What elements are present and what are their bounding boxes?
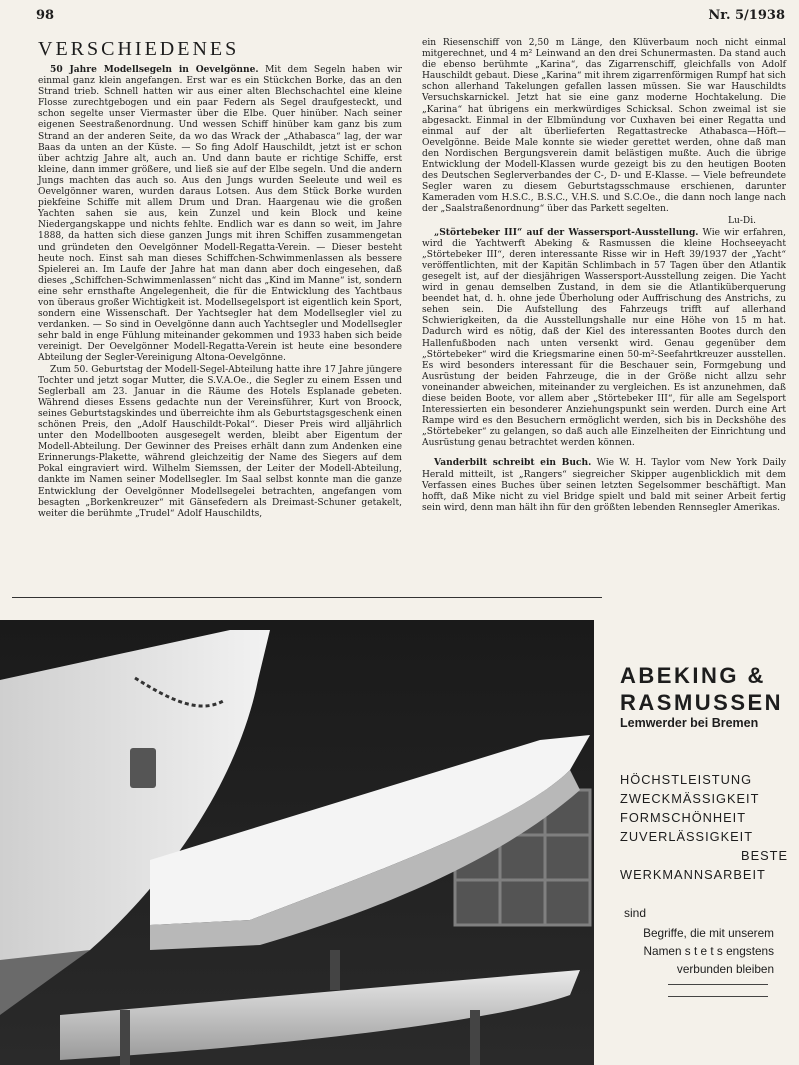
ad-virtue: WERKMANNSARBEIT bbox=[620, 867, 766, 882]
ad-claim bbox=[620, 924, 774, 978]
left-column bbox=[38, 38, 402, 520]
ad-brand bbox=[620, 662, 783, 716]
ad-virtues bbox=[620, 770, 796, 884]
article-heading: 50 Jahre Modellsegeln in Oevelgönne. bbox=[50, 64, 259, 75]
yacht-hulls-photo bbox=[0, 620, 594, 1065]
ad-claim-line: Begriffe, die mit unserem bbox=[643, 926, 774, 940]
right-column bbox=[422, 38, 786, 514]
ad-divider bbox=[668, 996, 768, 997]
issue-number: Nr. 5/1938 bbox=[708, 8, 785, 23]
article-heading: Vanderbilt schreibt ein Buch. bbox=[434, 457, 592, 469]
ad-virtue: ZWECKMÄSSIGKEIT bbox=[620, 791, 760, 806]
article-body-2: Zum 50. Geburtstag der Modell-Segel-Abteilung hatte ihre 17 Jahre jüngere Tochter und jetzt sogar Mutter, die S.V.A.Oe., die Segler zu einem Essen und Seglerball am 23. Januar in die Räume des Hotels Esplanade gebeten. Während dieses Essens gedachte nun der Vereinsführer, Kurt von Broock, seines Geburtstagskindes und überreichte ihm als Geburtstagsgeschenk einen schönen Preis, den „Adolf Hauschildt-Pokal“. Dieser Preis wird allјährlich unter den Modellbooten ausgesegelt werden, bleibt aber Eigentum der Modell-Abteilung. Der Gewinner des Preises erhält dann zum Andenken eine Erinnerungs-Plakette, während gleichzeitig der Name des Siegers auf dem Pokal eingraviert wird. Wilhelm Siemssen, der Leiter der Modell-Abteilung, dankte im Namen seiner Modellsegler. Im Saal selbst konnte man die ganze Entwicklung der Oevelgönner Modellsegelei betrachten, angefangen vom besagten „Borkenkreuzer“ mit Gänsefedern als Dreimast-Schuner getakelt, weiter die berühmte „Trudel“ Adolf Hauschildts, bbox=[38, 364, 402, 519]
page-number: 98 bbox=[36, 8, 55, 23]
article-body: Wie wir erfahren, wird die Yachtwerft Abeking & Rasmussen die kleine Hochseeyacht „Störtebeker III“, deren interessante Risse wir in Heft 39/1937 der „Yacht“ veröffentlichten, mit der Kapitän Schlimbach in 57 Tagen über den Atlantik gesegelt ist, auf der diesjährigen Wassersport-Ausstellung zeigen. Die Yacht wird in genau demselben Zustand, in dem sie die Atlantiküberquerung beendet hat, d. h. ohne jede Überholung oder Auffrischung des Anstrichs, zu sehen sein. Die Aufstellung des Fahrzeugs trifft auf allerhand Schwierigkeiten, da die Ausstellungshalle nur eine Höhe von 15 m hat. Dadurch wird es nötig, daß der Kiel des interessanten Bootes durch den Hallenfußboden nach unten versenkt wird. Genau gegenüber dem „Störtebeker“ wird die Kriegsmarine einen 50-m²-Seefahrtkreuzer ausstellen. Es wird besonders interessant für die Beschauer sein, Formgebung und Ausrüstung der beiden Fahrzeuge, die in der Größe nicht allzu sehr voneinander abweichen, miteinander zu vergleichen. Es ist anzunehmen, daß diese beiden Boote, vor allem aber „Störtebeker III“, für alle am Segelsport Interessierten ein besonderer Anziehungspunkt sein werden. Durch eine Art Rampe wird es den Besuchern ermöglicht werden, sich bis in Deckshöhe des „Störtebeker“ zu gelangen, so daß auch alle Einzelheiten der Einrichtung und Ausrüstung genau betrachtet werden können. bbox=[422, 227, 786, 449]
divider-rule bbox=[12, 597, 602, 598]
section-title: VERSCHIEDENES bbox=[38, 38, 240, 60]
ad-claim-line: verbunden bleiben bbox=[676, 962, 774, 976]
ad-brand-line2: RASMUSSEN bbox=[620, 690, 784, 715]
article-vanderbilt bbox=[422, 457, 786, 513]
ad-virtue: FORMSCHÖNHEIT bbox=[620, 810, 747, 825]
article-body: Mit dem Segeln haben wir einmal ganz klein angefangen. Erst war es ein Stückchen Borke, das an den Strand trieb. Schnell hatten wir aus einer alten Blechschachtel eine kleine Flosse zurechtgebogen und ein paar Federn als Segel draufgesteckt, und schon segelte unser Viermaster über die Elbe. Quer hinüber. Nach seiner eigenen Seestraßenordnung. Und wessen Schiff hinüber kam ganz bis zum Strand an der anderen Seite, da wo das Wrack der „Athabasca“ lag, der war Baas da unten an der Küste. — So fing Adolf Hauschildt, jetzt ist er schon über achtzig Jahre alt, auch an. Und dann baute er richtige Schiffe, erst kleine, dann immer größere, und ließ sie auf der Elbe segeln. Und die andern Jungs machten das auch so. Aus den Jungs wurden Seeleute und weil es Oevelgönner waren, wurden daraus Lotsen. Aus dem Stück Borke wurden piekfeine Schiffe mit allem Drum und Dran. Haargenau wie die großen Yachten sahen sie aus, kein Zunzel und kein Block und keine Niedergangskappe und nichts fehlte. Endlich war es dann so weit, im Jahre 1888, da hatten sich diese ganzen Jungs mit ihren Schiffen zusammengetan und gründeten den Oevelgönner Modell-Regatta-Verein. — Dieser besteht heute noch. Einst sah man dieses Schiffchen-Schwimmenlassen als bessere Spielerei an. Im Laufe der Jahre hat man dann aber doch eingesehen, daß dieses „Schiffchen-Schwimmenlassen“ nicht das „Kind im Manne“ ist, sondern eine sehr ernsthafte Angelegenheit, die für die Entwicklung des Yachtbaus von überaus großer Wichtigkeit ist. Modellsegelsport ist eigentlich kein Sport, sondern eine Wissenschaft. Der Yachtsegler hat dem Modellsegler viel zu verdanken. — So sind in Oevelgönne dann auch Yachtsegler und Modellsegler sehr bald in enge Fühlung miteinander gekommen und 1933 haben sich beide vereinigt. Der Oevelgönner Modell-Regatta-Verein ist heute eine besondere Abteilung der Segler-Vereinigung Altona-Oevelgönne. bbox=[38, 65, 402, 364]
author-signature: Lu-Di. bbox=[727, 215, 756, 226]
advertisement-abeking-rasmussen bbox=[594, 620, 799, 1065]
ad-sind: sind bbox=[624, 906, 647, 920]
ad-location: Lemwerder bei Bremen bbox=[620, 716, 759, 730]
article-body: Wie W. H. Taylor vom New York Daily Herald mitteilt, ist „Rangers“ siegreicher Skipper augenblicklich mit dem Verfassen eines Buches über seinen letzten Segelsommer beschäftigt. Man hofft, daß Mike nicht zu viel Bridge spielt und bald mit seiner Arbeit fertig sein wird, denn man hält ihn für den größten lebenden Rennsegler Amerikas. bbox=[422, 458, 786, 513]
ad-virtue: HÖCHSTLEISTUNG bbox=[620, 772, 753, 787]
article-modellsegeln bbox=[38, 64, 402, 365]
article-body-continued: ein Riesenschiff von 2,50 m Länge, den Klüverbaum noch nicht einmal mitgerechnet, und 4 m² Leinwand an den drei Schunermasten. Da stand auch die ebenso berühmte „Karina“, das Zigarrenschiff, gleichfalls von Adolf Hauschildt gebaut. Diese „Karina“ mit ihrem zigarrenförmigen Rumpf hat sich schon allerhand Takelungen gefallen lassen müssen. Sie war Hauschildts Versuchskarnickel. Jetzt hat sie eine ganz moderne Hochtakelung. Die „Karina“ hat übrigens ein merkwürdiges Schicksal. Schon zweimal ist sie abgesackt. Einmal in der Elbmündung vor Cuxhaven bei einer Regatta und einmal auf der alt überlieferten Regattastrecke Athabasca—Höft—Oevelgönne. Beide Male konnte sie wieder gerettet werden, ohne daß man den Nordischen Bergungsverein damit belästigen mußte. Auch die übrige Entwicklung der Modell-Klassen wurde gezeigt bis zu den heutigen Booten des Deutschen Seglerverbandes der C-, D- und E-Klasse. — Viele befreundete Segler waren zu diesem Geburtstagsschmause erschienen, darunter Kameraden vom H.S.C., B.S.C., V.H.S. und S.C.Oe., die dann noch lange nach der „Saalstraßenordnung“ über das Parkett segelten. bbox=[422, 38, 786, 215]
ad-divider bbox=[668, 984, 768, 985]
ad-claim-line: Namen s t e t s engstens bbox=[643, 944, 774, 958]
ad-brand-line1: ABEKING & bbox=[620, 663, 766, 688]
article-heading: „Störtebeker III“ auf der Wassersport-Ausstellung. bbox=[434, 226, 699, 238]
ad-virtue: BESTE bbox=[741, 848, 788, 863]
article-stoertebeker bbox=[422, 227, 786, 450]
ad-virtue: ZUVERLÄSSIGKEIT bbox=[620, 829, 754, 844]
